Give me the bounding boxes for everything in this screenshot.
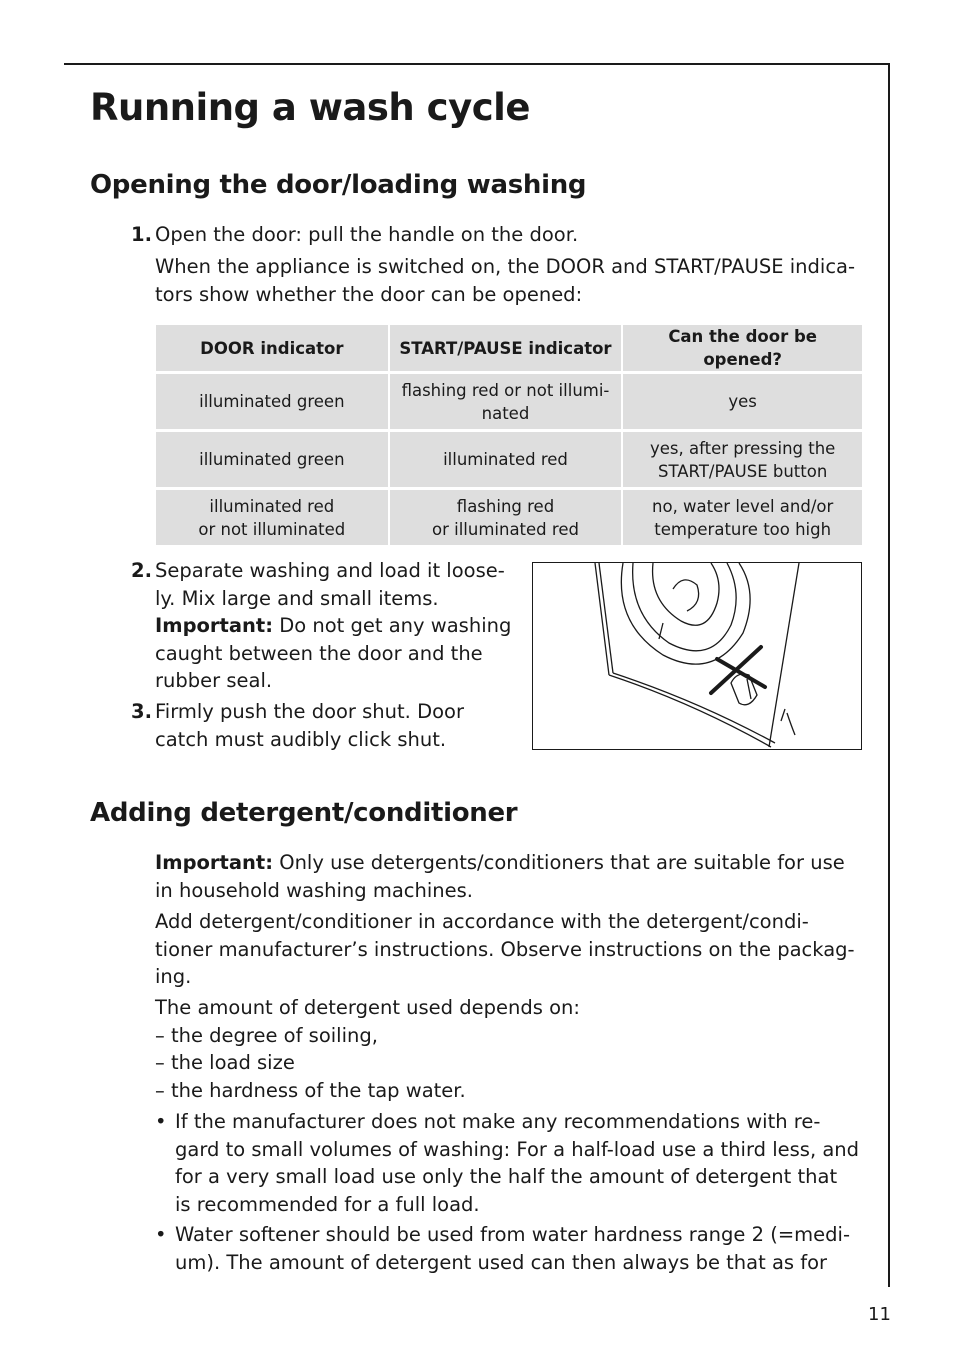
table-cell: yes [623, 374, 862, 429]
section-heading-detergent: Adding detergent/conditioner [90, 798, 518, 828]
detergent-instructions: Add detergent/conditioner in accordance with the detergent/condi- tioner manufacturer’s instructions. Observe instructions on the packag- ing. [155, 910, 855, 988]
bullet-icon: • [155, 1223, 167, 1246]
step-2-number: 2. [131, 559, 152, 582]
section-heading-door: Opening the door/loading washing [90, 170, 587, 200]
table-row [156, 490, 862, 545]
bullet-water-softener: • Water softener should be used from water hardness range 2 (=medi- um). The amount of detergent used can then always be that as for [155, 1223, 850, 1274]
step-3-text: Firmly push the door shut. Door catch must audibly click shut. [155, 700, 464, 751]
table-cell: illuminated red [390, 432, 622, 487]
table-cell: illuminated green [156, 432, 388, 487]
step-2-text: Separate washing and load it loose- ly. Mix large and small items. Important: Do not get any washing caught between the door and the rubber seal. [155, 559, 512, 692]
table-header-row [156, 325, 862, 371]
table-row [156, 374, 862, 429]
list-item: – the load size [155, 1051, 295, 1074]
table-header: START/PAUSE indicator [390, 325, 622, 371]
table-header: Can the door be opened? [623, 325, 862, 371]
door-indicator-table [154, 322, 864, 548]
right-rule [888, 63, 890, 1287]
step-1-text: Open the door: pull the handle on the door. [155, 223, 579, 246]
page-number: 11 [868, 1304, 891, 1325]
table-row [156, 432, 862, 487]
important-label: Important: [155, 851, 274, 874]
table-cell: illuminated green [156, 374, 388, 429]
page-title: Running a wash cycle [90, 86, 530, 129]
table-cell: no, water level and/or temperature too high [623, 490, 862, 545]
list-item: – the degree of soiling, [155, 1023, 378, 1047]
table-header: DOOR indicator [156, 325, 388, 371]
step-1-number: 1. [131, 223, 152, 246]
list-item: – the hardness of the tap water. [155, 1078, 466, 1102]
table-cell: flashing red or not illumi- nated [390, 374, 622, 429]
door-seal-illustration [533, 563, 861, 749]
top-rule [64, 63, 890, 65]
detergent-important-note: Important: Only use detergents/conditioners that are suitable for use in household washing machines. [155, 851, 845, 902]
step-1-indicator-note: When the appliance is switched on, the DOOR and START/PAUSE indica- tors show whether the door can be opened: [155, 255, 856, 306]
washing-machine-door-illustration [532, 562, 862, 750]
table-cell: yes, after pressing the START/PAUSE button [623, 432, 862, 487]
detergent-amount-factors: The amount of detergent used depends on: – the degree of soiling, – the load size – the hardness of the tap water. [155, 994, 867, 1104]
important-label: Important: [155, 614, 274, 637]
step-3-number: 3. [131, 700, 152, 723]
table-cell: illuminated red or not illuminated [156, 490, 388, 545]
bullet-small-loads: • If the manufacturer does not make any recommendations with re- gard to small volumes of washing: For a half-load use a third less, and for a very small load use only the half the amount of detergent that is recommended for a full load. [155, 1110, 860, 1216]
table-cell: flashing red or illuminated red [390, 490, 622, 545]
bullet-icon: • [155, 1110, 167, 1133]
